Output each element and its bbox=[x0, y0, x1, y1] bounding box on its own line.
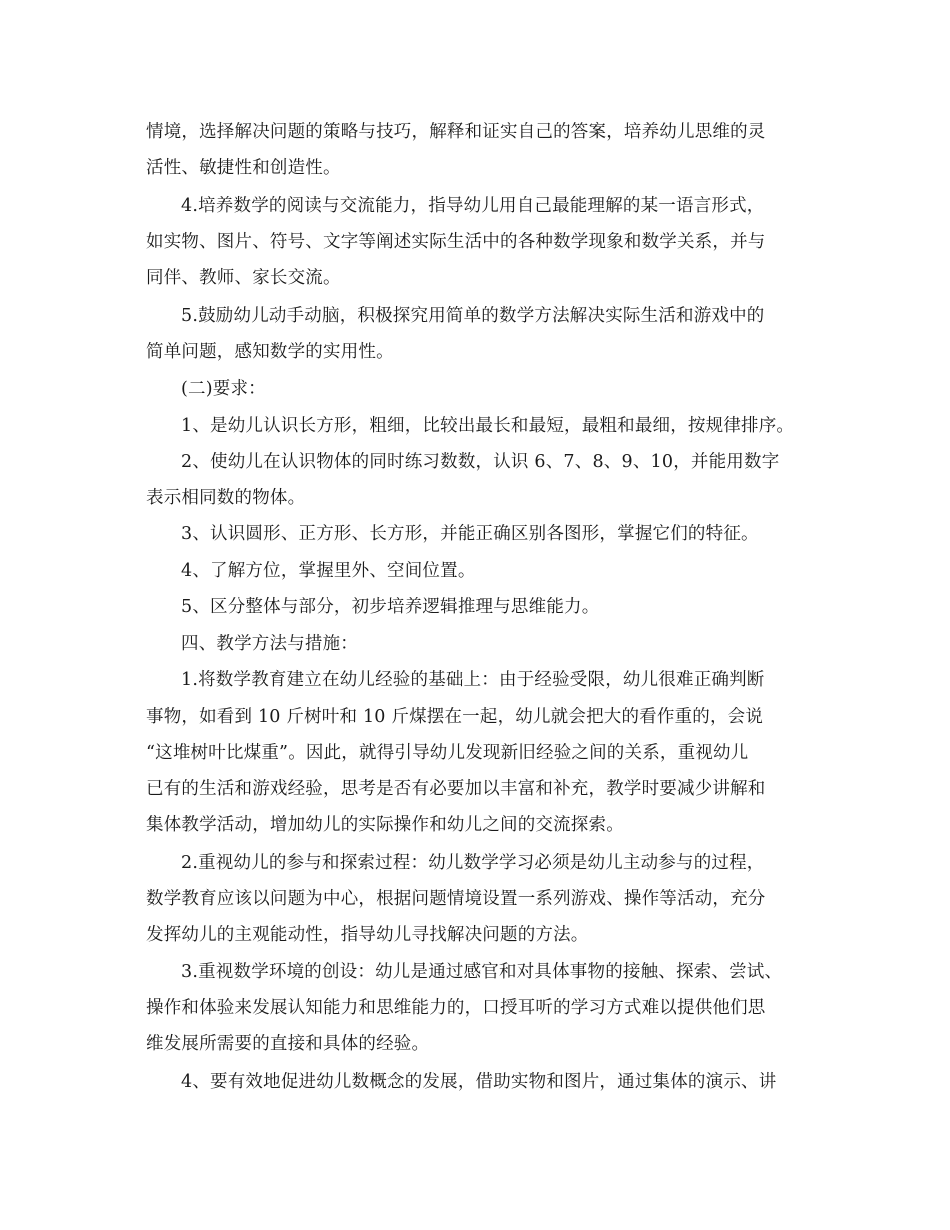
text-line-25: 操作和体验来发展认知能力和思维能力的，口授耳听的学习方式难以提供他们思 bbox=[146, 998, 766, 1018]
text-line-13: 4、了解方位，掌握里外、空间位置。 bbox=[181, 561, 476, 581]
text-line-5: 同伴、教师、家长交流。 bbox=[146, 268, 341, 288]
text-line-9: 1、是幼儿认识长方形，粗细，比较出最长和最短，最粗和最细，按规律排序。 bbox=[181, 416, 795, 436]
text-line-16: 1.将数学教育建立在幼儿经验的基础上：由于经验受限，幼儿很难正确判断 bbox=[181, 670, 765, 690]
text-line-4: 如实物、图片、符号、文字等阐述实际生活中的各种数学现象和数学关系，并与 bbox=[146, 232, 766, 252]
text-line-26: 维发展所需要的直接和具体的经验。 bbox=[146, 1034, 430, 1054]
text-line-20: 集体教学活动，增加幼儿的实际操作和幼儿之间的交流探索。 bbox=[146, 815, 624, 835]
text-line-15: 四、教学方法与措施： bbox=[181, 634, 358, 654]
text-line-19: 已有的生活和游戏经验，思考是否有必要加以丰富和补充，教学时要减少讲解和 bbox=[146, 779, 766, 799]
text-line-24: 3.重视数学环境的创设：幼儿是通过感官和对具体事物的接触、探索、尝试、 bbox=[181, 962, 783, 982]
text-line-3: 4.培养数学的阅读与交流能力，指导幼儿用自己最能理解的某一语言形式， bbox=[181, 196, 765, 216]
text-line-11: 表示相同数的物体。 bbox=[146, 488, 306, 508]
text-line-10: 2、使幼儿在认识物体的同时练习数数，认识 6、7、8、9、10，并能用数字 bbox=[181, 452, 780, 472]
text-line-6: 5.鼓励幼儿动手动脑，积极探究用简单的数学方法解决实际生活和游戏中的 bbox=[181, 306, 765, 326]
text-line-2: 活性、敏捷性和创造性。 bbox=[146, 158, 341, 178]
text-line-21: 2.重视幼儿的参与和探索过程：幼儿数学学习必须是幼儿主动参与的过程， bbox=[181, 853, 765, 873]
text-line-8: (二)要求： bbox=[181, 379, 266, 399]
text-line-1: 情境，选择解决问题的策略与技巧，解释和证实自己的答案，培养幼儿思维的灵 bbox=[146, 122, 766, 142]
text-line-27: 4、要有效地促进幼儿数概念的发展，借助实物和图片，通过集体的演示、讲 bbox=[181, 1072, 777, 1092]
text-line-14: 5、区分整体与部分，初步培养逻辑推理与思维能力。 bbox=[181, 597, 600, 617]
text-line-12: 3、认识圆形、正方形、长方形，并能正确区别各图形，掌握它们的特征。 bbox=[181, 524, 759, 544]
text-line-7: 简单问题，感知数学的实用性。 bbox=[146, 342, 394, 362]
text-line-22: 数学教育应该以问题为中心，根据问题情境设置一系列游戏、操作等活动，充分 bbox=[146, 889, 766, 909]
text-line-18: “这堆树叶比煤重”。因此，就得引导幼儿发现新旧经验之间的关系，重视幼儿 bbox=[146, 743, 749, 763]
text-line-23: 发挥幼儿的主观能动性，指导幼儿寻找解决问题的方法。 bbox=[146, 925, 589, 945]
text-line-17: 事物，如看到 10 斤树叶和 10 斤煤摆在一起，幼儿就会把大的看作重的，会说 bbox=[146, 707, 764, 727]
